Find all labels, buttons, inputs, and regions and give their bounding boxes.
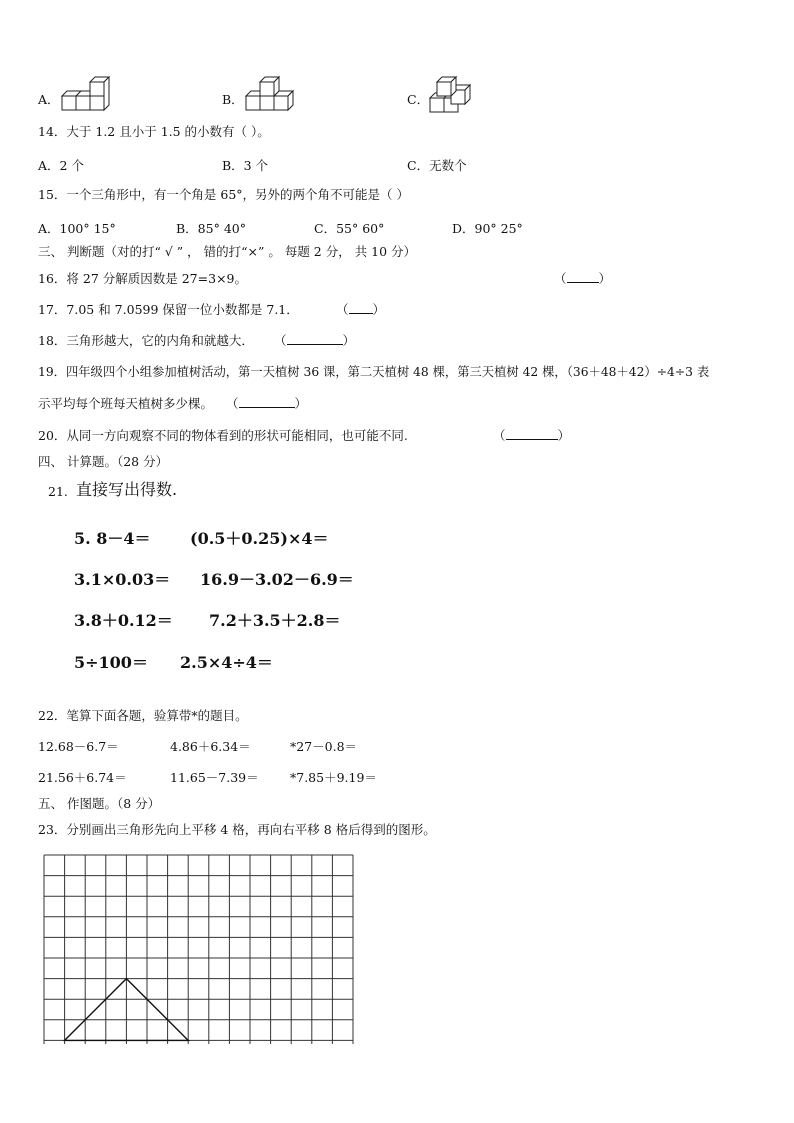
q16-text: 16．将 27 分解质因数是 27=3×9。 — [38, 271, 247, 286]
q22-item-6: *7.85＋9.19＝ — [290, 770, 377, 785]
cube-stack-c-icon — [428, 74, 474, 118]
q19-line-1: 19．四年级四个小组参加植树活动，第一天植树 36 课，第二天植树 48 棵，第三天植树 42 棵，（36＋48＋42）÷4÷3 表 — [38, 365, 710, 379]
q15-option-b: B．85° 40° — [176, 221, 246, 236]
q21-item-2: (0.5＋0.25)×4＝ — [190, 529, 329, 548]
q14-stem: 14．大于 1.2 且小于 1.5 的小数有（ ）。 — [38, 124, 270, 139]
q21-title: 直接写出得数. — [76, 480, 178, 499]
q17-answer-blank[interactable]: （ ） — [336, 302, 386, 317]
q22-item-4: 21.56＋6.74＝ — [38, 770, 127, 785]
q21-item-4: 16.9－3.02－6.9＝ — [200, 570, 354, 589]
q13-option-a-label: A． — [38, 92, 60, 107]
q15-stem: 15．一个三角形中，有一个角是 65°，另外的两个角不可能是（ ） — [38, 187, 410, 202]
q18-text: 18．三角形越大，它的内角和就越大． — [38, 333, 254, 348]
q22-item-5: 11.65－7.39＝ — [170, 770, 259, 785]
q21-item-1: 5. 8－4＝ — [74, 529, 151, 548]
q14-option-c: C．无数个 — [407, 158, 467, 173]
q13-option-c — [407, 90, 429, 108]
q22-item-3: *27－0.8＝ — [290, 739, 358, 754]
q13-option-b — [222, 90, 244, 108]
q13-option-c-label: C． — [407, 92, 430, 107]
section-4-heading: 四、 计算题。（28 分） — [38, 454, 169, 469]
q13-option-b-label: B． — [222, 92, 244, 107]
q23-stem: 23．分别画出三角形先向上平移 4 格，再向右平移 8 格后得到的图形。 — [38, 822, 436, 837]
q14-option-b: B．3 个 — [222, 158, 269, 173]
q21-item-8: 2.5×4÷4＝ — [180, 653, 273, 672]
q18-answer-blank[interactable]: （ ） — [274, 333, 356, 348]
q21-item-7: 5÷100＝ — [74, 653, 148, 672]
section-5-heading: 五、 作图题。（8 分） — [38, 796, 161, 811]
q21-item-5: 3.8＋0.12＝ — [74, 611, 173, 630]
q20-answer-blank[interactable]: （ ） — [493, 428, 571, 443]
q19-line-2: 示平均每个班每天植树多少棵。 — [38, 396, 214, 411]
q21-item-6: 7.2＋3.5＋2.8＝ — [209, 611, 341, 630]
q22-stem: 22．笔算下面各题，验算带*的题目。 — [38, 708, 248, 723]
q15-option-d: D．90° 25° — [452, 221, 523, 236]
section-3-heading: 三、 判断题（对的打“ √ ” ， 错的打“×” 。 每题 2 分， 共 10 分） — [38, 244, 417, 259]
q13-option-a — [38, 90, 60, 108]
q22-item-1: 12.68－6.7＝ — [38, 739, 119, 754]
q21-number: 21. — [48, 484, 68, 499]
cube-stack-b-icon — [244, 76, 298, 116]
q14-option-a: A．2 个 — [38, 158, 84, 173]
q19-answer-blank[interactable]: （ ） — [226, 396, 308, 411]
grid-svg — [43, 854, 357, 1044]
q15-option-a: A．100° 15° — [38, 221, 116, 236]
q15-option-c: C．55° 60° — [314, 221, 385, 236]
q21-item-3: 3.1×0.03＝ — [74, 570, 171, 589]
cube-stack-a-icon — [60, 76, 112, 116]
q23-drawing-grid[interactable] — [43, 854, 357, 1048]
q20-text: 20．从同一方向观察不同的物体看到的形状可能相同，也可能不同. — [38, 428, 408, 443]
q16-answer-blank[interactable]: （ ） — [554, 271, 612, 286]
q22-item-2: 4.86＋6.34＝ — [170, 739, 251, 754]
q17-text: 17．7.05 和 7.0599 保留一位小数都是 7.1． — [38, 302, 299, 317]
